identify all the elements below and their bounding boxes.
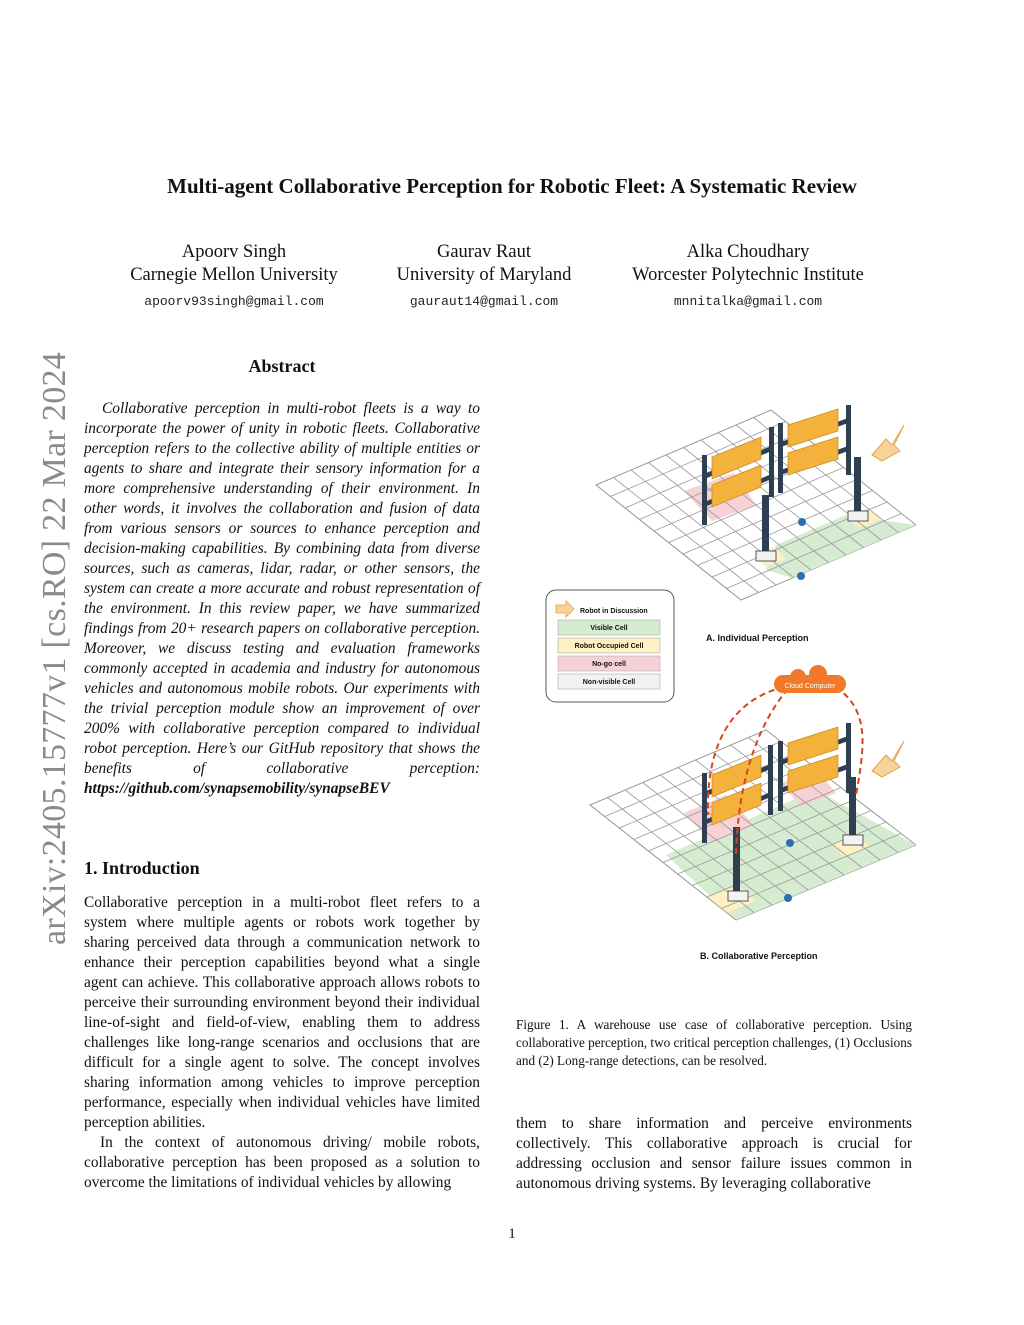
author-block-2 xyxy=(334,241,634,313)
legend-visible-label: Visible Cell xyxy=(590,625,628,632)
robot-in-discussion-arrow xyxy=(872,425,904,461)
robot-mast xyxy=(854,457,861,517)
rack-post xyxy=(778,423,783,493)
robot-base xyxy=(728,891,748,901)
right-column-paragraph: them to share information and perceive environments collectively. This collaborative approach is crucial for addressing occlusion and sensor failure issues common in autonomous driving systems. By leveraging collaborative xyxy=(516,1115,912,1192)
right-column-text xyxy=(516,1114,912,1194)
intro-paragraph-1: Collaborative perception in a multi-robot fleet refers to a system where multiple agents or robots work together by sharing perceived data through a communication network to enhance their perception capabilities beyond what a single agent can achieve. This collaborative approach allows robots to perceive their surrounding environment beyond their individual line-of-sight and field-of-view, enabling them to address challenges like long-range scenarios and occlusions that are difficult for a single agent to solve. The concept involves sharing information among vehicles to improve perception performance, especially when individual vehicles have limited perception abilities. xyxy=(84,894,480,1131)
robot-base xyxy=(756,551,776,561)
author-email[interactable]: apoorv93singh@gmail.com xyxy=(144,294,324,309)
rack-post xyxy=(768,745,773,815)
rack-post xyxy=(769,427,774,497)
robot-base xyxy=(843,835,863,845)
author-email[interactable]: gauraut14@gmail.com xyxy=(409,294,559,309)
robot-in-discussion-arrow xyxy=(872,741,904,777)
cloud-label: Cloud Computer xyxy=(784,683,836,690)
author-affiliation: Carnegie Mellon University xyxy=(130,265,338,285)
robot-base xyxy=(848,511,868,521)
author-name: Apoorv Singh xyxy=(181,242,287,262)
author-name: Alka Choudhary xyxy=(686,242,810,262)
robot-mast xyxy=(849,777,856,839)
legend-nonvisible-label: Non-visible Cell xyxy=(582,679,636,686)
abstract-body xyxy=(84,399,480,799)
author-affiliation: University of Maryland xyxy=(396,265,572,285)
figure-1 xyxy=(516,395,916,975)
rack-post xyxy=(778,741,783,811)
panel-a-label: A. Individual Perception xyxy=(706,633,809,643)
legend-nogo-label: No-go cell xyxy=(592,661,626,668)
legend-occupied-label: Robot Occupied Cell xyxy=(574,643,644,650)
robot-mast xyxy=(762,495,769,557)
abstract-text: Collaborative perception in multi-robot fleets is a way to incorporate the power of unity in robotic fleets. Collaborative perception refers to the collective ability of multiple entities or agents to share and integrate their sensory information for a more comprehensive understanding of their environment. In other words, it involves the collaboration and fusion of data from various sensors or sources to enhance perception and decision-making capabilities. By combining data from diverse sources, such as cameras, lidar, radar, or other sensors, the system can create a more accurate and robust representation of the environment. In this review paper, we have summarized findings from 20+ research papers on collaborative perception. Moreover, we discuss testing and evaluation frameworks commonly accepted in academia and industry for autonomous vehicles and autonomous mobile robots. Our experiments with the trivial perception module show an improvement of over 200% with collaborative perception compared to individual robot perception. Here’s our GitHub repository that shows the benefits of collaborative perception: xyxy=(84,400,480,777)
intro-heading: 1. Introduction xyxy=(84,858,200,878)
panel-b-label: B. Collaborative Perception xyxy=(700,951,818,961)
abstract-heading: Abstract xyxy=(248,356,316,376)
cloud-computer-icon xyxy=(774,665,846,693)
author-email[interactable]: mnnitalka@gmail.com xyxy=(673,294,823,309)
legend-robot-label: Robot in Discussion xyxy=(580,608,648,615)
author-block-3 xyxy=(598,241,898,313)
intro-paragraph-2: In the context of autonomous driving/ mobile robots, collaborative perception has been proposed as a solution to overcome the limitations of individual vehicles by allowing xyxy=(84,1134,480,1191)
figure-caption: Figure 1. A warehouse use case of collaborative perception. Using collaborative perception, two critical perception challenges, (1) Occlusions and (2) Long-range detections, can be resolved. xyxy=(516,1017,912,1068)
robot-mast xyxy=(733,827,740,897)
paper-title: Multi-agent Collaborative Perception for Robotic Fleet: A Systematic Review xyxy=(167,174,857,198)
arxiv-stamp: arXiv:2405.15777v1 [cs.RO] 22 Mar 2024 xyxy=(36,351,73,945)
author-name: Gaurav Raut xyxy=(436,242,531,262)
page-number: 1 xyxy=(508,1226,516,1242)
intro-column xyxy=(84,893,480,1193)
github-link[interactable]: https://github.com/synapsemobility/synapseBEV xyxy=(84,780,390,797)
rack-post xyxy=(702,455,707,525)
author-affiliation: Worcester Polytechnic Institute xyxy=(632,265,864,285)
panel-a-floor xyxy=(596,410,916,600)
rack-post xyxy=(702,773,707,843)
rack-post xyxy=(846,405,851,475)
legend xyxy=(546,590,674,702)
